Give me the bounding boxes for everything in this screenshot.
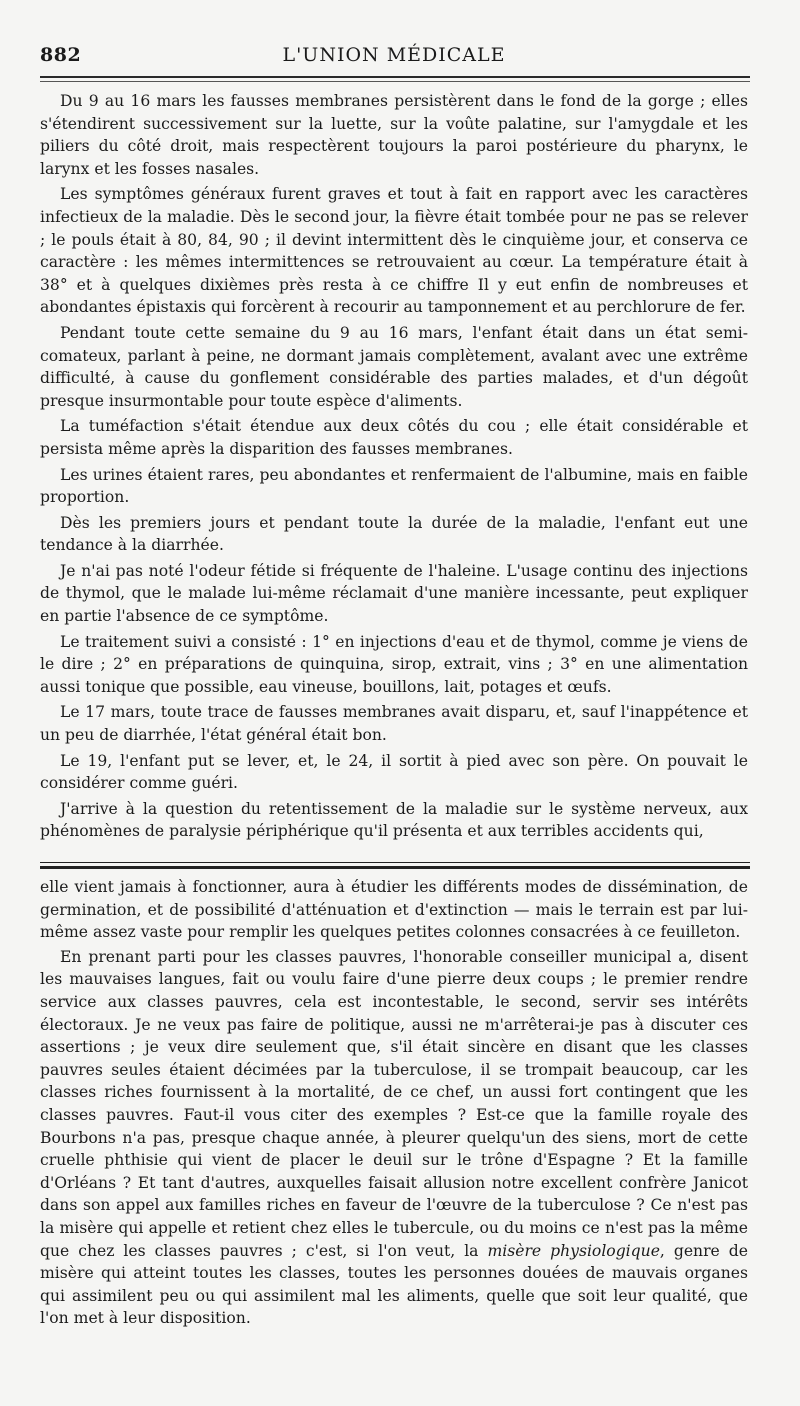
header-rule-thin bbox=[40, 81, 750, 82]
article-paragraph: Les urines étaient rares, peu abondantes et renfermaient de l'albumine, mais en faible proportion. bbox=[40, 465, 748, 507]
feuilleton-paragraph: elle vient jamais à fonctionner, aura à étudier les différents modes de dissémination, de germination, et de possibilité d'atténuation et d'extinction — mais le terrain est par lui-même assez vaste pour remplir les quelques petites colonnes consacrées à ce feuilleton. bbox=[40, 878, 748, 942]
article-paragraph: Dès les premiers jours et pendant toute la durée de la maladie, l'enfant eut une tendance à la diarrhée. bbox=[40, 513, 748, 555]
article-paragraph: Je n'ai pas noté l'odeur fétide si fréquente de l'haleine. L'usage continu des injections de thymol, que le malade lui-même réclamait d'une manière incessante, peut expliquer en partie l'absence de ce symptôme. bbox=[40, 561, 748, 626]
feuilleton-body bbox=[40, 876, 748, 1330]
article-paragraph: La tuméfaction s'était étendue aux deux côtés du cou ; elle était considérable et persista même après la disparition des fausses membranes. bbox=[40, 417, 748, 458]
article-paragraph: Le 17 mars, toute trace de fausses membranes avait disparu, et, sauf l'inappétence et un peu de diarrhée, l'état général était bon. bbox=[40, 703, 748, 745]
article-paragraph: J'arrive à la question du retentissement de la maladie sur le système nerveux, aux phénomènes de paralysie périphérique qu'il présenta et aux terribles accidents qui, bbox=[40, 799, 748, 841]
feuilleton-italic-phrase: misère physiologique bbox=[487, 1241, 660, 1260]
article-paragraph: Pendant toute cette semaine du 9 au 16 mars, l'enfant était dans un état semi-comateux, parlant à peine, ne dormant jamais complètement, avalant avec une extrême difficulté, à cause du gonflement considérable des parties malades, et d'un dégoût presque insurmontable pour toute espèce d'aliments. bbox=[40, 323, 748, 410]
feuilleton-paragraph bbox=[40, 946, 748, 1330]
article-paragraph: Du 9 au 16 mars les fausses membranes persistèrent dans le fond de la gorge ; elles s'étendirent successivement sur la luette, sur la voûte palatine, sur l'amygdale et les piliers du côté droit, mais respectèrent toujours la paroi postérieure du pharynx, le larynx et les fosses nasales. bbox=[40, 92, 748, 178]
feuilleton-text: , genre de misère qui atteint toutes les classes, toutes les personnes douées de mauvais organes qui assimilent peu ou qui assimilent mal les aliments, quelle que soit leur qualité, que l'on met à leur disposition. bbox=[40, 1241, 748, 1328]
article-body bbox=[40, 90, 748, 846]
article-paragraph: Les symptômes généraux furent graves et tout à fait en rapport avec les caractères infectieux de la maladie. Dès le second jour, la fièvre était tombée pour ne pas se relever ; le pouls était à 80, 84, 90 ; il devint intermittent dès le cinquième jour, et conserva ce caractère : les mêmes intermittences se retrouvaient au cœur. La température était à 38° et à quelques dixièmes près resta à ce chiffre Il y eut enfin de nombreuses et abondantes épistaxis qui forcèrent à recourir au tamponnement et au perchlorure de fer. bbox=[40, 185, 748, 317]
feuilleton-text: En prenant parti pour les classes pauvres, l'honorable conseiller municipal a, disent les mauvaises langues, fait ou voulu faire d'une pierre deux coups ; le premier rendre service aux classes pauvres, cela est incontestable, le second, servir ses intérêts électoraux. Je ne veux pas faire de politique, aussi ne m'arrêterai-je pas à discuter ces assertions ; je veux dire seulement que, s'il était sincère en disant que les classes pauvres seules étaient décimées par la tuberculose, il se trompait beaucoup, car les classes riches fournissent à la mortalité, de ce chef, un aussi fort contingent que les classes pauvres. Faut-il vous citer des exemples ? Est-ce que la famille royale des Bourbons n'a pas, presque chaque année, à pleurer quelqu'un des siens, mort de cette cruelle phthisie qui vient de placer le deuil sur le trône d'Espagne ? Et la famille d'Orléans ? Et tant d'autres, auxquelles faisait allusion notre excellent confrère Janicot dans son appel aux familles riches en faveur de l'œuvre de la tuberculose ? Ce n'est pas la misère qui appelle et retient chez elles le tubercule, ou du moins ce n'est pas la même que chez les classes pauvres ; c'est, si l'on veut, la bbox=[40, 947, 748, 1260]
running-title: L'UNION MÉDICALE bbox=[282, 44, 506, 66]
header-rule bbox=[40, 76, 750, 78]
feuilleton-rule-thick bbox=[40, 866, 750, 869]
page-number: 882 bbox=[40, 44, 82, 66]
article-paragraph: Le traitement suivi a consisté : 1° en injections d'eau et de thymol, comme je viens de le dire ; 2° en préparations de quinquina, sirop, extrait, vins ; 3° en une alimentation aussi tonique que possible, eau vineuse, bouillons, lait, potages et œufs. bbox=[40, 632, 748, 696]
feuilleton-rule bbox=[40, 862, 750, 863]
article-paragraph: Le 19, l'enfant put se lever, et, le 24, il sortit à pied avec son père. On pouvait le considérer comme guéri. bbox=[40, 751, 748, 793]
page-header bbox=[40, 44, 748, 72]
